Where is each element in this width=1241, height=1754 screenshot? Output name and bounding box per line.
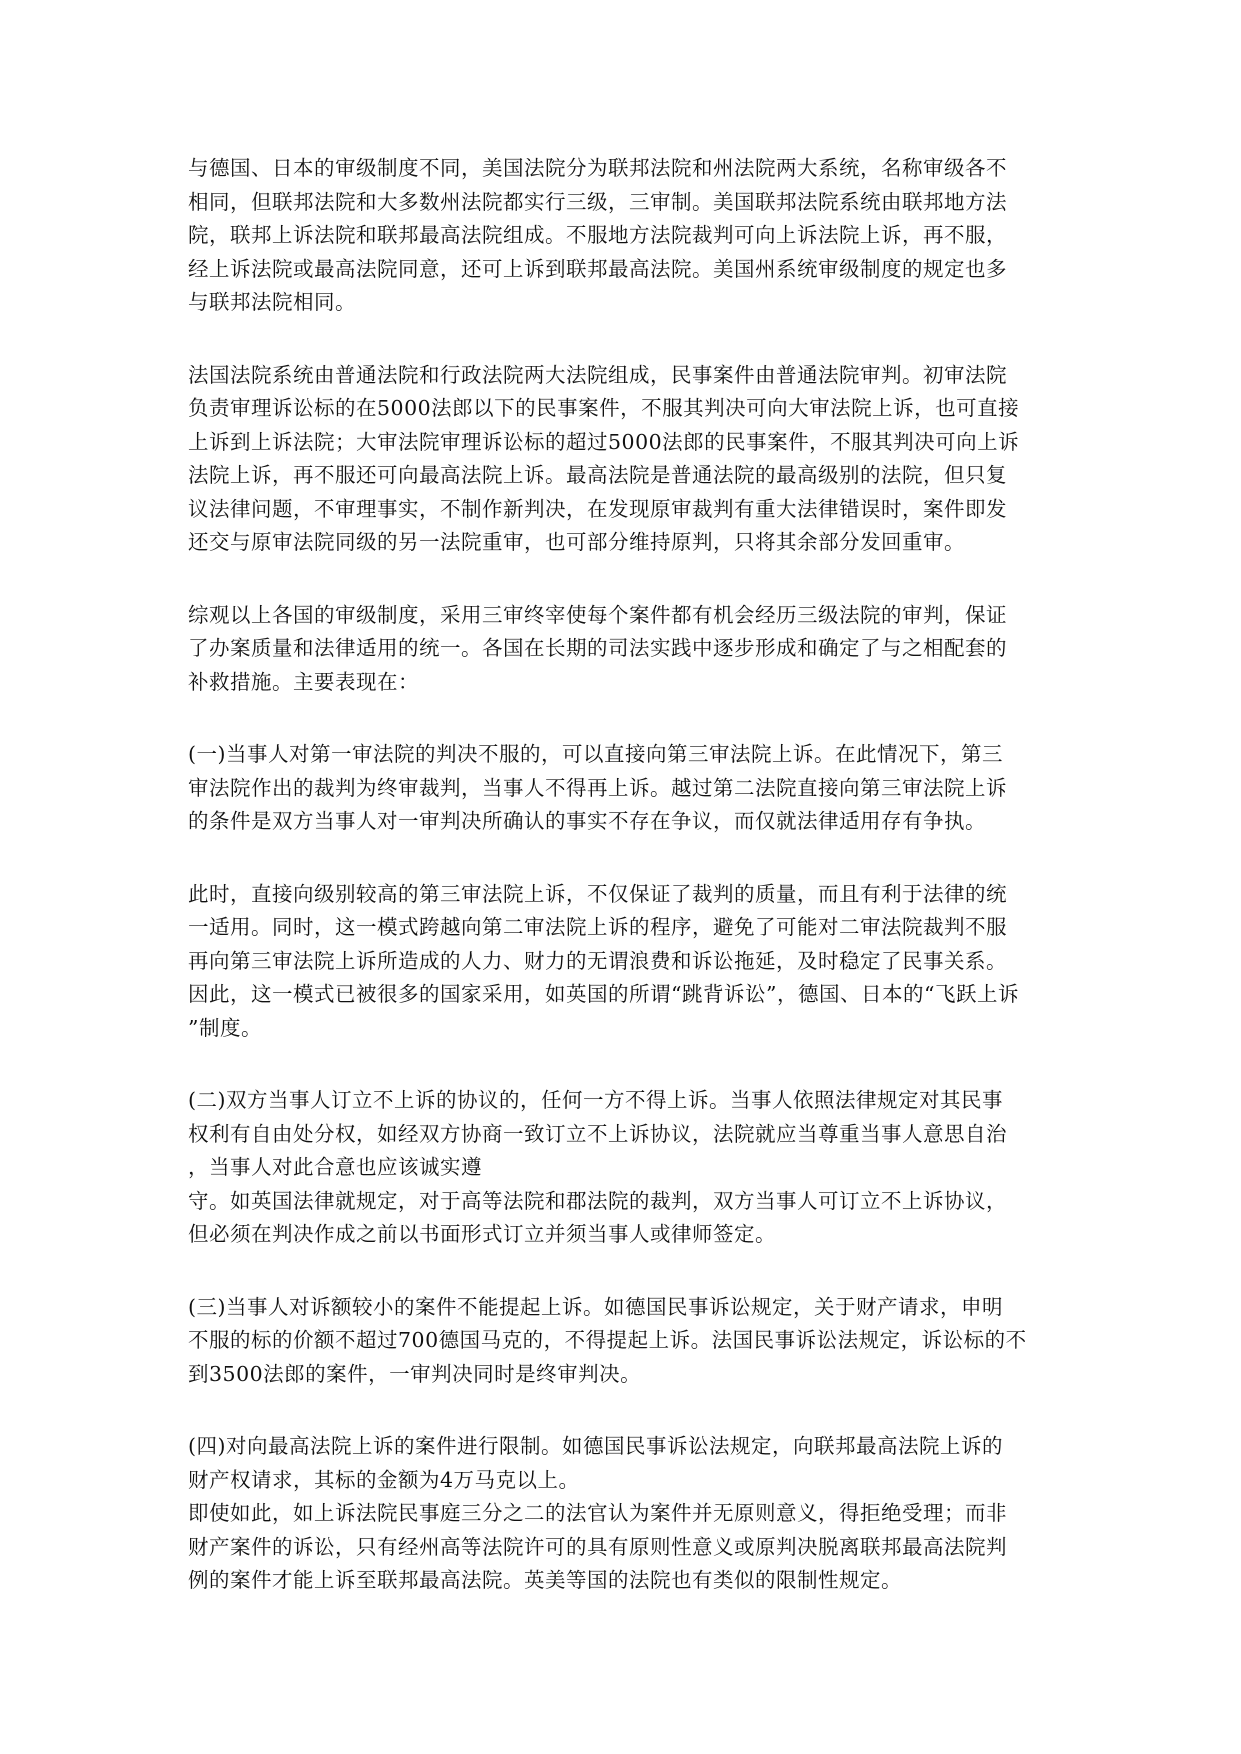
text-line: (四)对向最高法院上诉的案件进行限制。如德国民事诉讼法规定，向联邦最高法院上诉的 — [188, 1434, 1003, 1458]
paragraph-summary — [188, 599, 1054, 700]
text-line: 再向第三审法院上诉所造成的人力、财力的无谓浪费和诉讼拖延，及时稳定了民事关系。 — [188, 948, 1007, 973]
text-line: 补救措施。主要表现在： — [188, 669, 419, 694]
text-line: 负责审理诉讼标的在5000法郎以下的民事案件，不服其判决可向大审法院上诉，也可直接 — [188, 396, 1020, 420]
text-line: 审法院作出的裁判为终审裁判，当事人不得再上诉。越过第二法院直接向第三审法院上诉 — [188, 775, 1007, 800]
text-line: 与联邦法院相同。 — [188, 290, 356, 314]
text-line: 相同，但联邦法院和大多数州法院都实行三级，三审制。美国联邦法院系统由联邦地方法 — [188, 189, 1007, 214]
document-page — [188, 152, 1054, 1712]
paragraph-item-three — [188, 1291, 1054, 1392]
text-line: (二)双方当事人订立不上诉的协议的，任何一方不得上诉。当事人依照法律规定对其民事 — [188, 1088, 1003, 1112]
text-line: 因此，这一模式已被很多的国家采用，如英国的所谓“跳背诉讼”，德国、日本的“飞跃上诉 — [188, 982, 1019, 1006]
text-line: 上诉到上诉法院；大审法院审理诉讼标的超过5000法郎的民事案件，不服其判决可向上诉 — [188, 429, 1020, 454]
text-line: 到3500法郎的案件，一审判决同时是终审判决。 — [188, 1361, 642, 1386]
paragraph-leapfrog-appeal — [188, 878, 1054, 1046]
text-line: (一)当事人对第一审法院的判决不服的，可以直接向第三审法院上诉。在此情况下，第三 — [188, 742, 1003, 766]
paragraph-spacer — [188, 320, 1054, 359]
text-line: 但必须在判决作成之前以书面形式订立并须当事人或律师签定。 — [188, 1222, 776, 1246]
text-line: 法国法院系统由普通法院和行政法院两大法院组成，民事案件由普通法院审判。初审法院 — [188, 362, 1007, 387]
paragraph-spacer — [188, 1252, 1054, 1291]
paragraph-item-four — [188, 1430, 1054, 1598]
text-line: 守。如英国法律就规定，对于高等法院和郡法院的裁判，双方当事人可订立不上诉协议， — [188, 1188, 1007, 1213]
paragraph-spacer — [188, 1391, 1054, 1430]
paragraph-spacer — [188, 560, 1054, 599]
text-line: 还交与原审法院同级的另一法院重审，也可部分维持原判，只将其余部分发回重审。 — [188, 530, 965, 554]
text-line: 财产案件的诉讼，只有经州高等法院许可的具有原则性意义或原判决脱离联邦最高法院判 — [188, 1534, 1007, 1559]
text-line: 议法律问题，不审理事实，不制作新判决，在发现原审裁判有重大法律错误时，案件即发 — [188, 496, 1007, 521]
text-line: 此时，直接向级别较高的第三审法院上诉，不仅保证了裁判的质量，而且有利于法律的统 — [188, 881, 1007, 906]
paragraph-item-two — [188, 1084, 1054, 1252]
text-line: 权利有自由处分权，如经双方协商一致订立不上诉协议，法院就应当尊重当事人意思自治 — [188, 1121, 1007, 1146]
text-line: 院，联邦上诉法院和联邦最高法院组成。不服地方法院裁判可向上诉法院上诉，再不服， — [188, 223, 1007, 247]
text-line: 例的案件才能上诉至联邦最高法院。英美等国的法院也有类似的限制性规定。 — [188, 1568, 902, 1592]
text-line: 法院上诉，再不服还可向最高法院上诉。最高法院是普通法院的最高级别的法院，但只复 — [188, 463, 1007, 487]
text-line: 与德国、日本的审级制度不同，美国法院分为联邦法院和州法院两大系统，名称审级各不 — [188, 156, 1007, 180]
text-line: 财产权请求，其标的金额为4万马克以上。 — [188, 1467, 580, 1492]
text-line: 的条件是双方当事人对一审判决所确认的事实不存在争议，而仅就法律适用存有争执。 — [188, 809, 986, 833]
text-line: 经上诉法院或最高法院同意，还可上诉到联邦最高法院。美国州系统审级制度的规定也多 — [188, 256, 1007, 281]
text-line: 了办案质量和法律适用的统一。各国在长期的司法实践中逐步形成和确定了与之相配套的 — [188, 636, 1007, 660]
text-line: ，当事人对此合意也应该诚实遵 — [188, 1155, 482, 1179]
paragraph-spacer — [188, 839, 1054, 878]
text-line: 不服的标的价额不超过700德国马克的，不得提起上诉。法国民事诉讼法规定，诉讼标的不 — [188, 1328, 1027, 1352]
paragraph-item-one — [188, 738, 1054, 839]
paragraph-french-court-system — [188, 359, 1054, 560]
paragraph-spacer — [188, 699, 1054, 738]
text-line: 一适用。同时，这一模式跨越向第二审法院上诉的程序，避免了可能对二审法院裁判不服 — [188, 915, 1007, 939]
paragraph-spacer — [188, 1045, 1054, 1084]
text-line: 综观以上各国的审级制度，采用三审终宰使每个案件都有机会经历三级法院的审判，保证 — [188, 602, 1007, 627]
paragraph-us-court-system — [188, 152, 1054, 320]
text-line: (三)当事人对诉额较小的案件不能提起上诉。如德国民事诉讼规定，关于财产请求，申明 — [188, 1294, 1003, 1319]
text-line: ”制度。 — [188, 1015, 262, 1040]
text-line: 即使如此，如上诉法院民事庭三分之二的法官认为案件并无原则意义，得拒绝受理；而非 — [188, 1501, 1007, 1525]
